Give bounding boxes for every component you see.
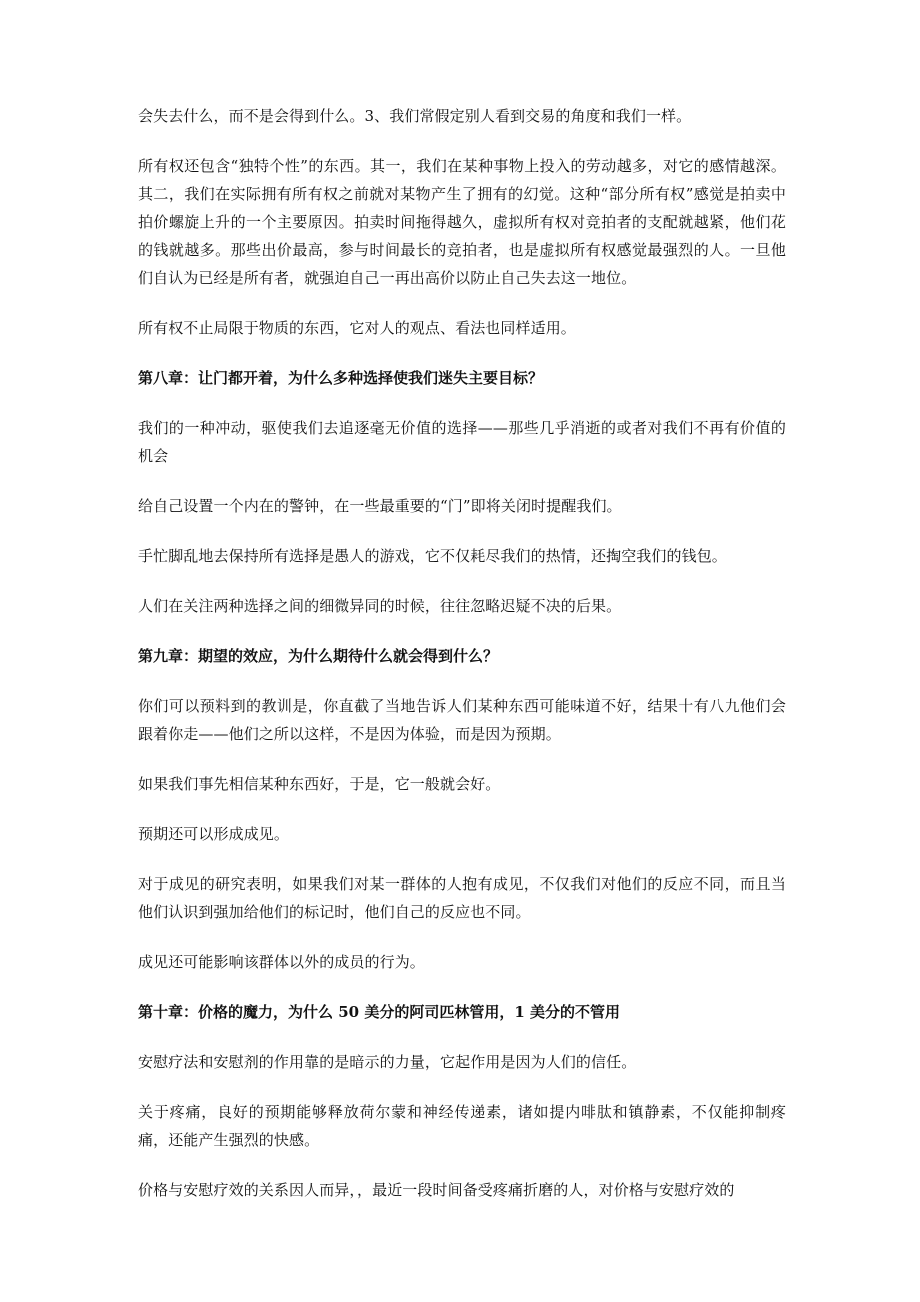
paragraph: 对于成见的研究表明，如果我们对某一群体的人抱有成见，不仅我们对他们的反应不同，而且当他们认识到强加给他们的标记时，他们自己的反应也不同。: [138, 875, 786, 921]
paragraph: 所有权还包含“独特个性”的东西。其一，我们在某种事物上投入的劳动越多，对它的感情越深。其二，我们在实际拥有所有权之前就对某物产生了拥有的幻觉。这种“部分所有权”感觉是拍卖中拍价螺旋上升的一个主要原因。拍卖时间拖得越久，虚拟所有权对竞拍者的支配就越紧，他们花的钱就越多。那些出价最高，参与时间最长的竞拍者，也是虚拟所有权感觉最强烈的人。一旦他们自认为已经是所有者，就强迫自己一再出高价以防止自己失去这一地位。: [138, 157, 786, 287]
paragraph: 所有权不止局限于物质的东西，它对人的观点、看法也同样适用。: [138, 319, 576, 337]
paragraph: 你们可以预料到的教训是，你直截了当地告诉人们某种东西可能味道不好，结果十有八九他们会跟着你走——他们之所以这样，不是因为体验，而是因为预期。: [138, 697, 786, 743]
paragraph: 成见还可能影响该群体以外的成员的行为。: [138, 953, 425, 971]
paragraph: 会失去什么，而不是会得到什么。3、我们常假定别人看到交易的角度和我们一样。: [138, 107, 692, 125]
paragraph: 我们的一种冲动，驱使我们去追逐毫无价值的选择——那些几乎消逝的或者对我们不再有价值的机会: [138, 419, 786, 465]
paragraph: 人们在关注两种选择之间的细微异同的时候，往往忽略迟疑不决的后果。: [138, 597, 622, 615]
paragraph: 给自己设置一个内在的警钟，在一些最重要的“门”即将关闭时提醒我们。: [138, 497, 622, 515]
paragraph: 安慰疗法和安慰剂的作用靠的是暗示的力量，它起作用是因为人们的信任。: [138, 1053, 637, 1071]
chapter-heading: 第十章：价格的魔力，为什么 50 美分的阿司匹林管用，1 美分的不管用: [138, 1003, 620, 1021]
paragraph: 如果我们事先相信某种东西好，于是，它一般就会好。: [138, 775, 501, 793]
paragraph: 关于疼痛，良好的预期能够释放荷尔蒙和神经传递素，诸如提内啡肽和镇静素，不仅能抑制疼痛，还能产生强烈的快感。: [138, 1103, 786, 1149]
paragraph: 预期还可以形成成见。: [138, 825, 290, 843]
paragraph: 价格与安慰疗效的关系因人而异，，最近一段时间备受疼痛折磨的人，对价格与安慰疗效的: [138, 1181, 735, 1199]
paragraph: 手忙脚乱地去保持所有选择是愚人的游戏，它不仅耗尽我们的热情，还掏空我们的钱包。: [138, 547, 727, 565]
document-page: [138, 102, 786, 1226]
chapter-heading: 第八章：让门都开着，为什么多种选择使我们迷失主要目标？: [138, 369, 544, 387]
chapter-heading: 第九章：期望的效应，为什么期待什么就会得到什么？: [138, 647, 499, 665]
